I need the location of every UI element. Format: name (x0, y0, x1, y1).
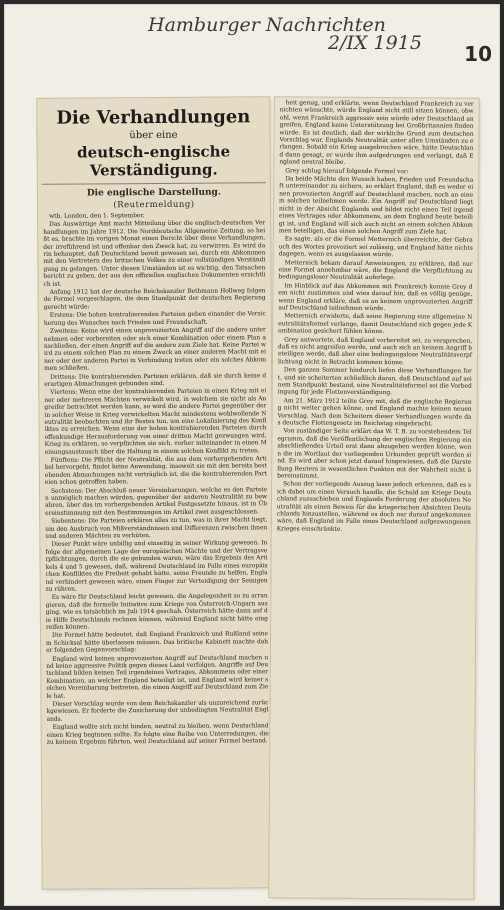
article-agency: (Reutermeldung) (113, 199, 195, 211)
article-paragraph: heit genug, und erklärte, wenn Deutschland Frankreich zu vernichten wünschte, würde England nicht still sitzen können, obwohl, wenn Frankreich aggressiv sein würde oder Deutschland angreifen, England keine Unterstützung bei Großbritannien finden würde. Es ist deutlich, daß der wirkliche Grund zum deutschen Vorschlag war, Englands Neutralität unter allen Umständen zu erlangen. Sobald ein Krieg ausgebrochen wäre, hätte Deutschland dann gesagt, er wurde ihm aufgedrungen und verlangt, daß England neutral bleibe. (279, 100, 476, 167)
article-paragraph: England wird keinen unprovozierten Angriff auf Deutschland machen und keine aggressive Politik gegen dieses Land verfolgen. Angriffe auf Deutschland bilden keinen Teil irgendeines Vertrages, Abkommens oder einer Kombination, an welcher England beteiligt ist, und England wird keiner solchen Vereinbarung beitreten, die einen Angriff auf Deutschland zum Ziele hat. (46, 654, 271, 700)
article-paragraph: Am 21. März 1912 teilte Grey mit, daß die englische Regierung nicht weiter gehen könne, und England machte keinen neuen Vorschlag. Nach dem Scheitern dieser Verhandlungen wurde das deutsche Flottengesetz im Reichstag eingebracht. (277, 398, 474, 428)
article-paragraph: Den ganzen Sommer hindurch liefen diese Verhandlungen fort, und sie scheiterten schließlich daran, daß Deutschland auf seinem Standpunkt bestand, eine Neutralitätsformel sei die Vorbedingung für jede Flottenverständigung. (277, 367, 472, 397)
newspaper-clipping-left (37, 97, 275, 889)
annotation-date: 2/IX 1915 (328, 32, 422, 54)
newspaper-clipping-right (269, 97, 479, 898)
article-paragraph: Metternich bekam darauf Anweisungen, zu erklären, daß nur eine Formel annehmbar wäre, die England die Verpflichtung zu bedingungsloser Neutralität auferlege. (278, 259, 475, 282)
headline-main: Die Verhandlungen (56, 106, 251, 129)
article-body-right (272, 97, 479, 535)
article-rubric: Die englische Darstellung. (86, 187, 222, 199)
article-paragraph: Da beide Mächte den Wunsch haben, Frieden und Freundschaft untereinander zu sichern, so erklärt England, daß es weder einen provozierten Angriff auf Deutschland machen, noch an einem solchen teilnehmen werde. Ein Angriff auf Deutschland liegt nicht in der Absicht Englands und bildet nicht einen Teil irgend eines Vertrages oder Abkommens, an dem England heute beteiligt ist, und England will sich auch nicht an einem solchen Abkommen beteiligen, das einen solchen Angriff zum Ziele hat. (278, 176, 475, 236)
headline-sub: deutsch-englische Verständigung. (77, 142, 231, 180)
article-paragraph: wtb. London, den 1. September. (49, 213, 145, 220)
article-paragraph: Schon der vorliegende Auszug lasse jedoch erkennen, daß es sich dabei um einen Versuch handle, die Schuld am Kriege Deutschland zuzuschieben und Englands Forderung der absoluten Neutralität als einen Beweis für die kriegerischen Absichten Deutschlands hinzustellen, während es doch nur darauf angekommen wäre, daß England im Falle eines Deutschland aufgezwungenen Krieges einschränkte. (276, 481, 473, 533)
article-headline (41, 97, 266, 185)
article-byline (38, 183, 270, 211)
article-paragraph: England wollte sich nicht binden, neutral zu bleiben, wenn Deutschland einen Krieg beginnen sollte. Es folgte eine Reihe von Unterredungen, die zu keinem Ergebnis führten, weil Deutschland auf seiner Formel bestand. (46, 723, 269, 746)
article-paragraph: Zweitens: Keine wird einen unprovozierten Angriff auf die andere unternehmen oder vorbereiten oder sich einer Kombination oder einem Plan anschließen, der einen Angriff auf die andere zum Ziele hat. Keine Partei wird zu einem solchen Plan zu einem Zweck an einer anderen Macht mit einer oder der anderen Partei in Verbindung treten oder ein solches Abkommen schließen. (43, 327, 267, 372)
article-paragraph: Im Hinblick auf das Abkommen mit Frankreich konnte Grey dem nicht zustimmen und wies darauf hin, daß es völlig genüge, wenn England erkläre, daß es an keinem unprovozierten Angriff auf Deutschland teilnehmen würde. (278, 283, 475, 313)
handwritten-annotation (18, 14, 488, 74)
headline-connector: über eine (129, 129, 178, 142)
article-paragraph: Sechstens: Der Abschluß neuer Vereinbarungen, welche es den Parteien unmöglich machen würden, gegenüber der anderen Neutralität zu bewahren, über das im vorhergehenden Artikel Festgesetzte hinaus, ist in Übereinstimmung mit den Bestimmungen im Artikel zwei ausgeschlossen. (45, 486, 268, 517)
article-paragraph: Viertens: Wenn eine der kontrahierenden Parteien in einen Krieg mit einer oder mehreren Mächten verwickelt wird, in welchem sie nicht als Angreifer betrachtet werden kann, so wird die andere Partei gegenüber der in solcher Weise in Krieg verwickelten Macht mindestens wohlwollende Neutralität beobachten und ihr Bestes tun, um eine Lokalisierung des Konfliktes zu erreichen. Wenn eine der hohen kontrahierenden Parteien durch offenkundige Herausforderung von einer dritten Macht gezwungen wird, Krieg zu erklären, so verpflichten sie sich, vorher miteinander in einen Meinungsaustausch über die Haltung in einem solchen Konflikt zu treten. (44, 388, 269, 456)
article-paragraph: Es wäre für Deutschland leicht gewesen, die Angelegenheit so zu arrangieren, daß die formelle Initiative zum Kriege von Österreich-Ungarn ausging, wie es tatsächlich im Juli 1914 geschah. Österreich hätte dann auf die Hilfe Deutschlands rechnen können, während England nicht hätte eingreifen können. (45, 593, 268, 631)
annotation-source: Hamburger Nachrichten (148, 14, 386, 36)
article-paragraph: Es sagte, als er die Formel Metternich überreichte, der Gebrauch des Wortes provoziert sei zulässig, und England hätte nichts dagegen, wenn es ausgelassen würde. (278, 236, 475, 259)
article-paragraph: Drittens: Die kontrahierenden Parteien erklären, daß sie durch keine derartigen Abmachungen gebunden sind. (44, 372, 267, 388)
article-paragraph: Dieser Punkt wäre unbillig und einseitig in seiner Wirkung gewesen. Infolge der allgemeinen Lage der europäischen Mächte und der Vertragsverpflichtungen, durch die sie gebunden waren, wäre das Ergebnis des Artikels 4 und 5 gewesen, daß, während Deutschland im Falle eines europäischen Konfliktes die Freiheit gehabt hätte, seine Freunde zu helfen, England verhindert gewesen wäre, einen Finger zur Verteidigung der Seinigen zu rühren. (45, 540, 270, 593)
article-paragraph: Metternich erwiderte, daß seine Regierung eine allgemeine Neutralitätsformel verlange, damit Deutschland sich gegen jede Kombination gesichert fühlen könne. (278, 313, 473, 336)
article-body-left (38, 209, 274, 747)
article-paragraph: Die Formel hätte bedeutet, daß England Frankreich und Rußland seinem Schicksal hätte überlassen müssen. Das britische Kabinett machte daher folgenden Gegenvorschlag: (46, 631, 269, 654)
article-paragraph: Erstens: Die hohen kontrahierenden Parteien geben einander die Versicherung des Wunsches nach Frieden und Freundschaft. (43, 311, 266, 327)
article-paragraph: Fünftens: Die Pflicht der Neutralität, die aus dem vorhergehenden Artikel hervorgeht, findet keine Anwendung, insoweit sie mit den bereits bestehenden Abmachungen nicht verträglich ist, die die kontrahierenden Parteien schon getroffen haben. (44, 456, 267, 486)
article-paragraph: Dieser Vorschlag wurde von dem Reichskanzler als unzureichend zurückgewiesen. Er forderte die Zusicherung der unbedingten Neutralität Englands. (46, 700, 269, 723)
article-paragraph: Siebentens: Die Parteien erklären alles zu tun, was in ihrer Macht liegt, um den Ausbruch von Mißverständnissen und Differenzen zwischen ihnen und anderen Mächten zu verhüten. (45, 517, 270, 540)
article-paragraph: Grey schlug hierauf folgende Formel vor: (285, 168, 409, 175)
page-number: 10 (464, 42, 492, 66)
article-paragraph: Grey antwortete, daß England vorbereitet sei, zu versprechen, daß es nicht angreifen werde, und auch sich an keinem Angriff beteiligen werde, daß aber eine bedingungslose Neutralitätsverpflichtung nicht in Betracht kommen könne. (277, 336, 474, 367)
article-paragraph: Das Auswärtige Amt macht Mitteilung über die englisch-deutschen Verhandlungen im Jahre 1912. Die Norddeutsche Allgemeine Zeitung, so heißt es, brachte im vorigen Monat einen Bericht über diese Verhandlungen, der irreführend ist und offenbar den Zweck hat, zu verwirren. Es wird darin behauptet, daß Deutschland bereit gewesen sei, durch ein Abkommen mit den Vertretern des britischen Volkes zu einer vollständigen Verständigung zu gelangen. Unter diesen Umständen ist es wichtig, den Tatsachenbericht zu geben, der aus den offiziellen englischen Dokumenten ersichtlich ist. (43, 220, 268, 288)
article-paragraph: Von zuständiger Seite erklärt das W. T. B. zu vorstehendem Telegramm, daß die Veröffentlichung der englischen Regierung ein abschließendes Urteil erst dann abzugeben werden könne, wenn die im Wortlaut der vorliegenden Urkunden geprüft worden sind. Es wird aber schon jetzt darauf hingewiesen, daß die Darstellung Reuters in wesentlichen Punkten mit der Wahrheit nicht übereinstimmt. (277, 428, 474, 480)
scanned-sheet (4, 4, 500, 906)
article-paragraph: Anfang 1912 hat der deutsche Reichskanzler Bethmann Hollweg folgende Formel vorgeschlagen, die dem Standpunkt der deutschen Regierung gerecht würde: (43, 288, 268, 311)
